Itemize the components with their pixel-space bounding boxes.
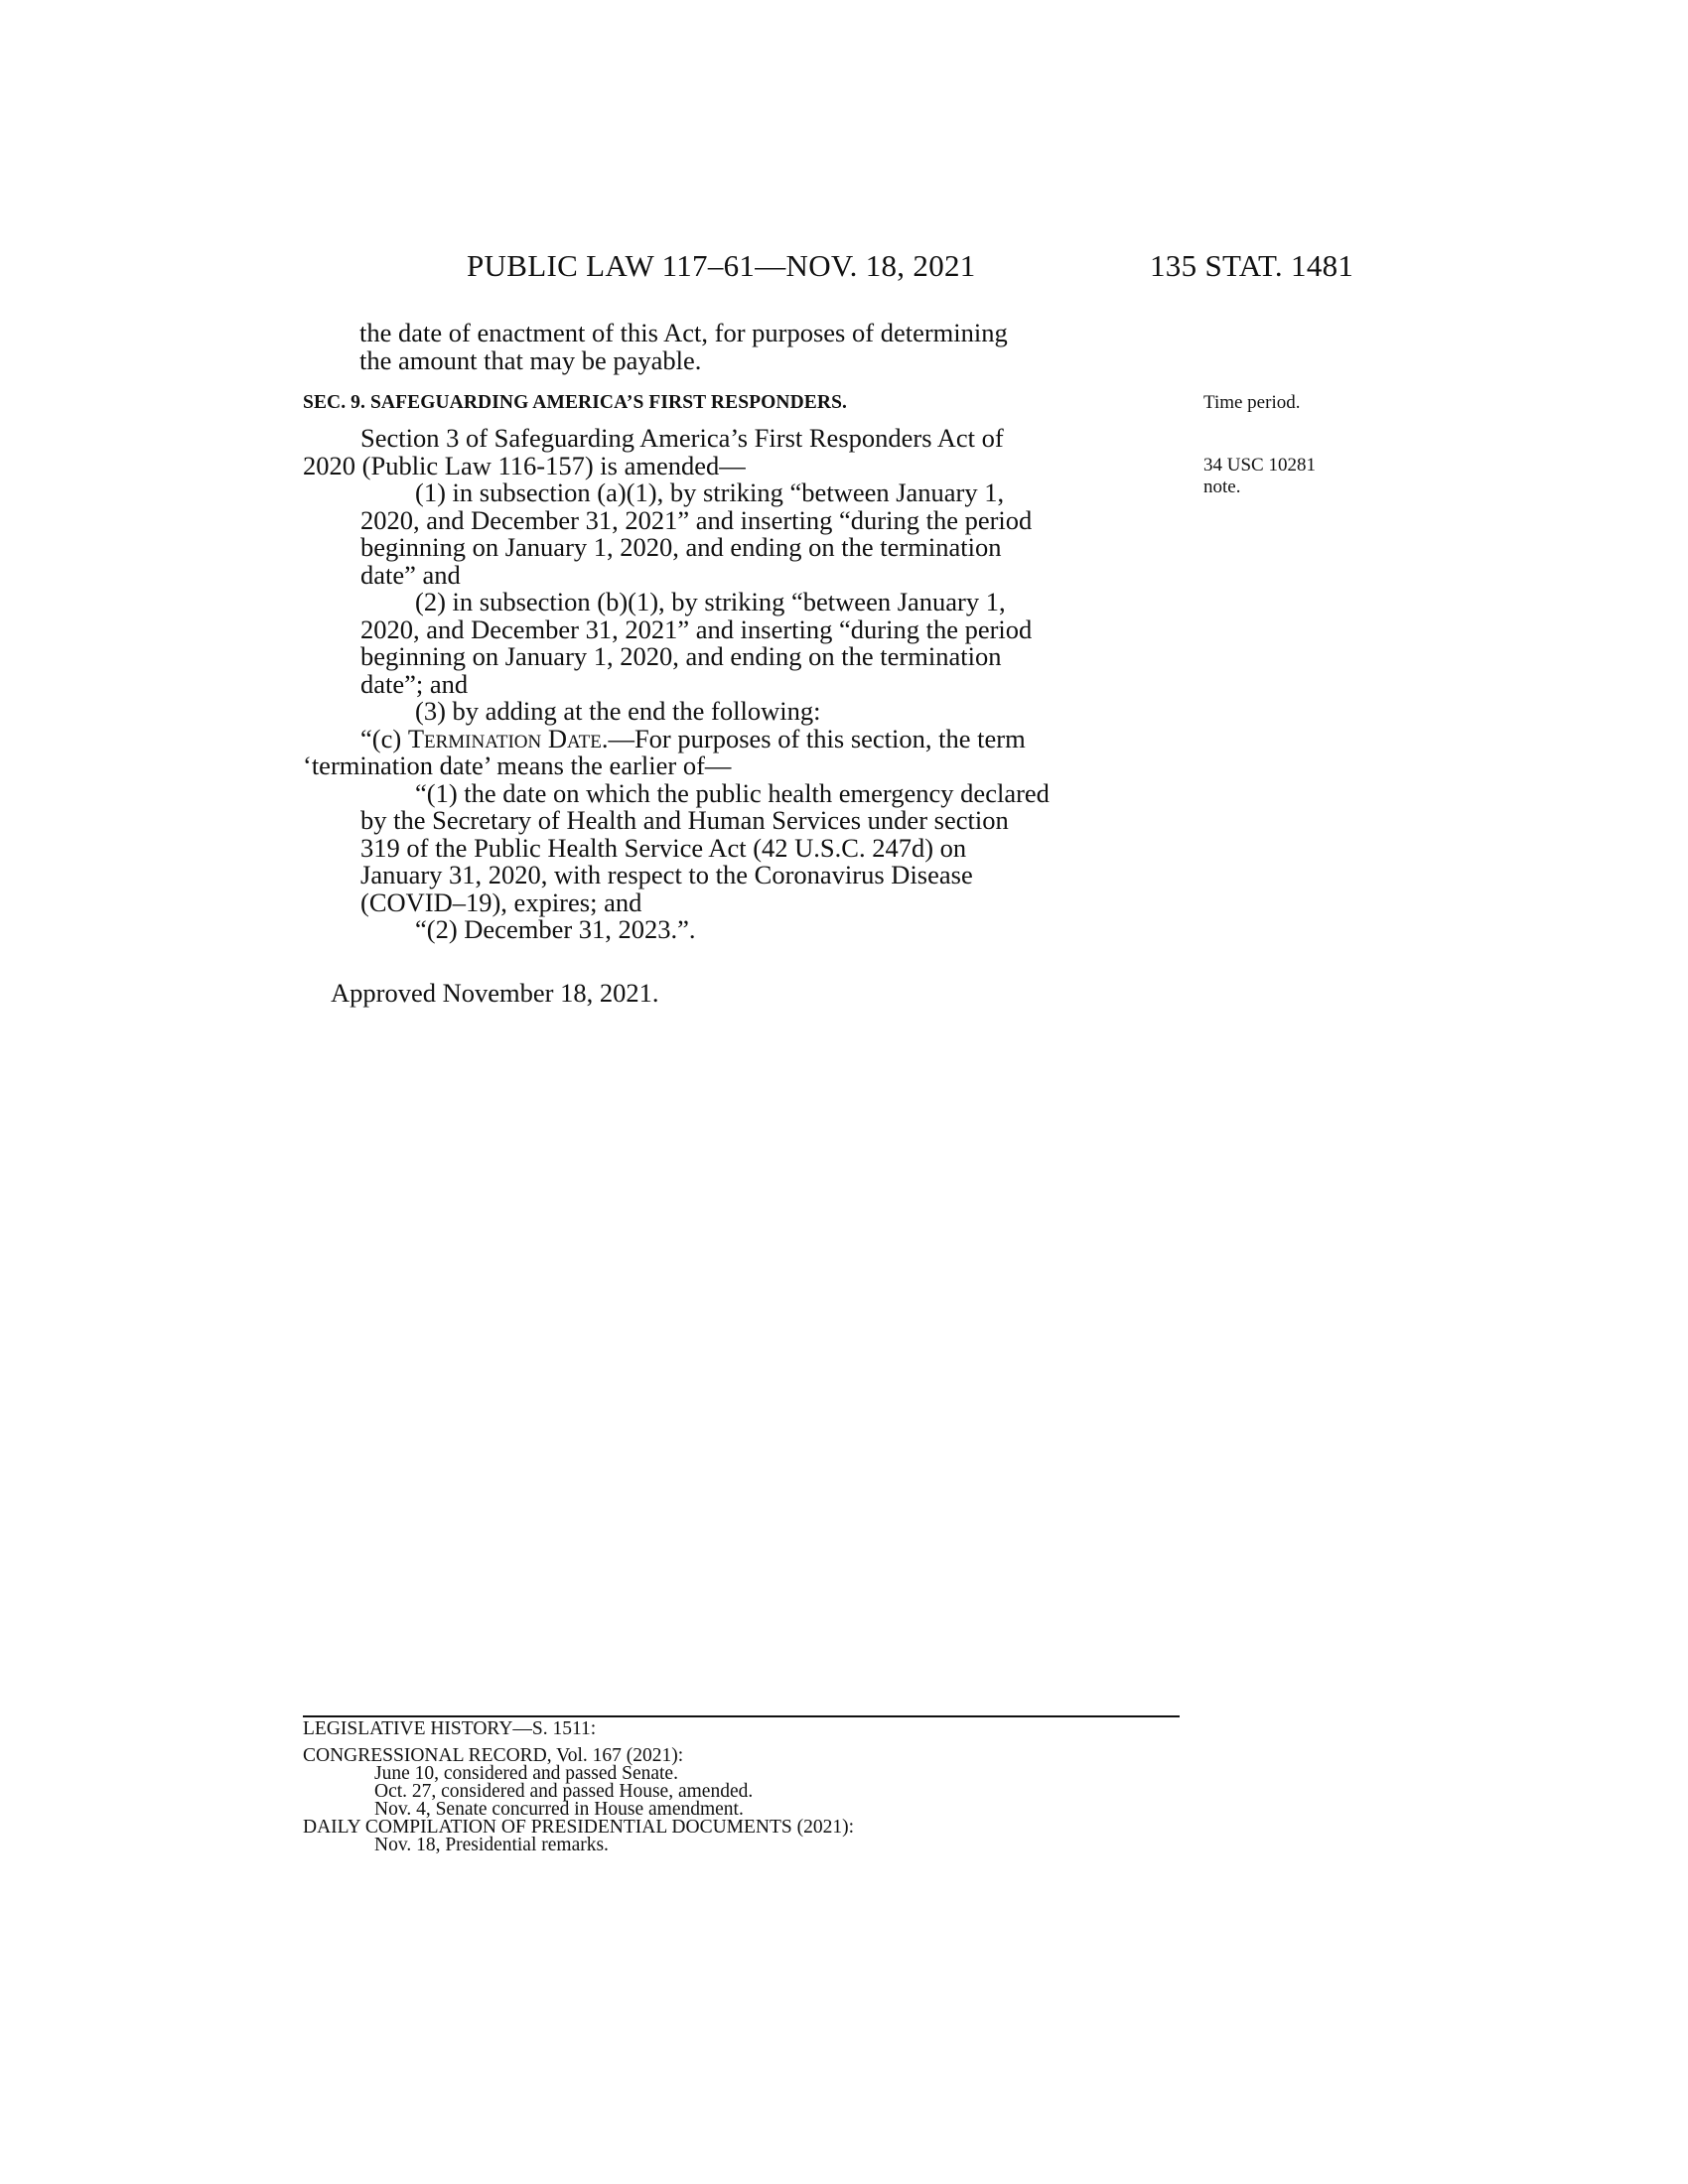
item-2-line: (2) in subsection (b)(1), by striking “between January 1, xyxy=(415,587,1006,616)
section-body xyxy=(303,425,1180,944)
presidential-documents-title: DAILY COMPILATION OF PRESIDENTIAL DOCUMENTS (2021): xyxy=(303,1817,855,1838)
item-2-line: 2020, and December 31, 2021” and inserting “during the period xyxy=(360,614,1033,644)
congressional-record-item: June 10, considered and passed Senate. xyxy=(374,1763,678,1784)
clause-1-line: 319 of the Public Health Service Act (42 U.S.C. 247d) on xyxy=(360,832,967,863)
intro-paragraph xyxy=(359,320,1180,374)
presidential-documents-item: Nov. 18, Presidential remarks. xyxy=(374,1835,609,1855)
intro-line: the amount that may be payable. xyxy=(359,344,702,375)
item-2-line: date”; and xyxy=(360,668,469,699)
margin-note-usc-line: note. xyxy=(1203,477,1241,497)
clause-1-line: by the Secretary of Health and Human Services under section xyxy=(360,805,1009,835)
item-1-line: beginning on January 1, 2020, and ending on the termination xyxy=(360,532,1002,562)
congressional-record-title: CONGRESSIONAL RECORD, Vol. 167 (2021): xyxy=(303,1745,684,1766)
legislative-history-heading: LEGISLATIVE HISTORY—S. 1511: xyxy=(303,1718,597,1739)
subsection-c-line xyxy=(303,723,1180,753)
page-header-title: PUBLIC LAW 117–61—NOV. 18, 2021 xyxy=(467,248,976,283)
legislative-history xyxy=(303,1720,854,1854)
margin-note-time-period: Time period. xyxy=(1203,392,1301,413)
subsection-c-line: ‘termination date’ means the earlier of— xyxy=(303,751,732,780)
item-1-line: (1) in subsection (a)(1), by striking “between January 1, xyxy=(415,478,1005,507)
item-1-line: 2020, and December 31, 2021” and inserting “during the period xyxy=(360,504,1033,535)
subsection-c-prefix: “(c) xyxy=(360,723,408,753)
section-line: Section 3 of Safeguarding America’s First Responders Act of xyxy=(360,423,1004,453)
clause-1-line: (COVID–19), expires; and xyxy=(360,887,642,917)
section-heading: SEC. 9. SAFEGUARDING AMERICA’S FIRST RESPONDERS. xyxy=(303,392,848,413)
margin-note-usc-line: 34 USC 10281 xyxy=(1203,455,1316,476)
item-3-line: (3) by adding at the end the following: xyxy=(415,696,821,726)
item-1-line: date” and xyxy=(360,559,461,590)
page-header-stat-citation: 135 STAT. 1481 xyxy=(1150,248,1354,283)
clause-1-line: “(1) the date on which the public health emergency declared xyxy=(415,777,1050,808)
subsection-c-heading: Termination Date xyxy=(407,723,602,753)
approval-date: Approved November 18, 2021. xyxy=(331,978,659,1008)
footnote-divider xyxy=(303,1715,1180,1717)
intro-line: the date of enactment of this Act, for purposes of determining xyxy=(359,318,1008,347)
congressional-record-item: Nov. 4, Senate concurred in House amendment. xyxy=(374,1799,744,1820)
margin-note-usc xyxy=(1203,455,1316,498)
subsection-c-text: .—For purposes of this section, the term xyxy=(601,723,1026,753)
clause-2-line: “(2) December 31, 2023.”. xyxy=(415,914,696,944)
item-2-line: beginning on January 1, 2020, and ending on the termination xyxy=(360,641,1002,671)
congressional-record-item: Oct. 27, considered and passed House, amended. xyxy=(374,1781,754,1802)
section-line: 2020 (Public Law 116-157) is amended— xyxy=(303,450,746,480)
clause-1-line: January 31, 2020, with respect to the Coronavirus Disease xyxy=(360,860,973,889)
